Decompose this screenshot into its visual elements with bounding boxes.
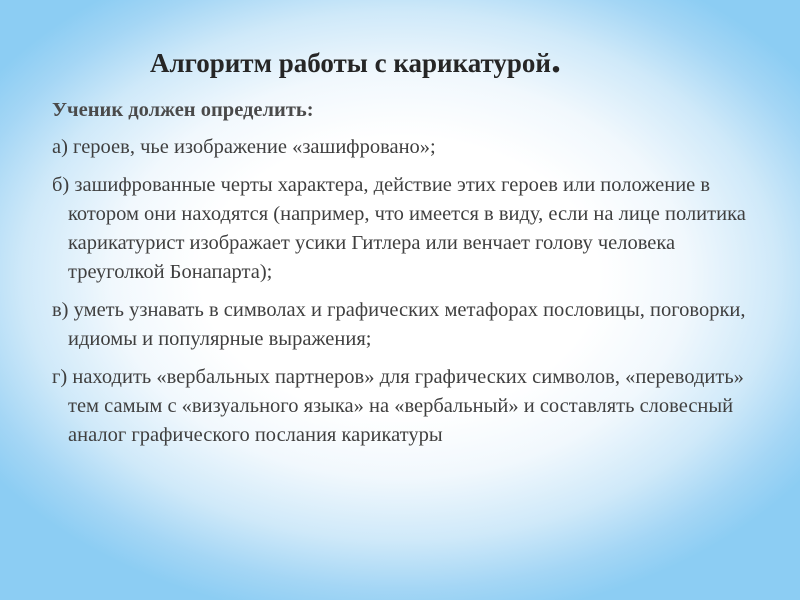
slide-title [150,36,710,81]
list-item-a: а) героев, чье изображение «зашифровано»; [52,136,436,158]
slide-title-period: . [551,36,561,81]
list-item-c: в) уметь узнавать в символах и графических метафорах пословицы, поговорки, идиомы и популярные выражения; [52,299,746,350]
slide-body [52,96,762,459]
list-item-b: б) зашифрованные черты характера, действие этих героев или положение в котором они находятся (например, что имеется в виду, если на лице политика карикатурист изображает усики Гитлера или венчает голову человека треуголкой Бонапарта); [52,174,746,283]
list-item-d: г) находить «вербальных партнеров» для графических символов, «переводить» тем самым с «визуального языка» на «вербальный» и составлять словесный аналог графического послания карикатуры [52,366,744,446]
intro-text: Ученик должен определить: [52,99,314,121]
slide-title-text: Алгоритм работы с карикатурой [150,48,551,78]
